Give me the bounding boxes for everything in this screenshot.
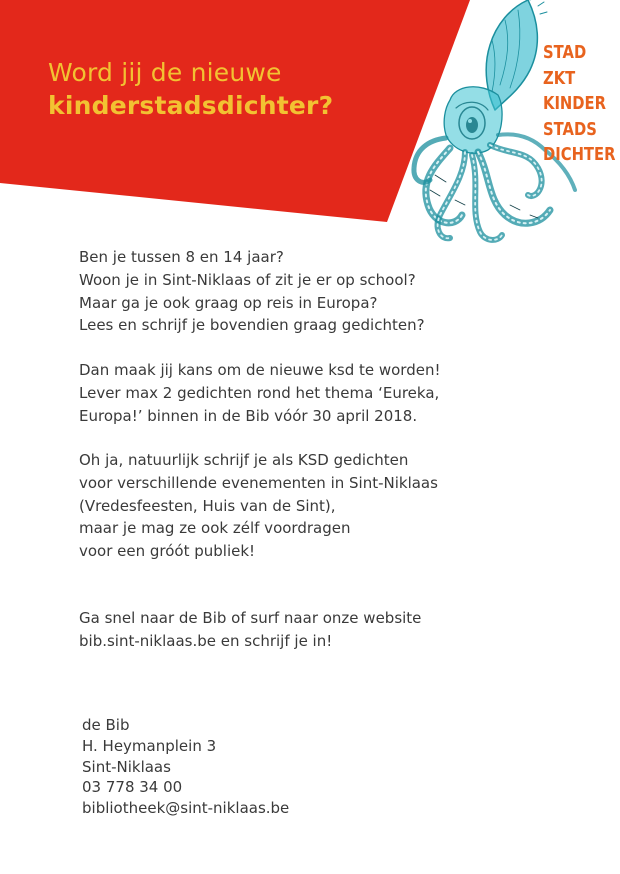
headline-line-2: kinderstadsdichter? (48, 91, 334, 120)
library-name: de Bib (82, 716, 130, 734)
street-address: H. Heymanplein 3 (82, 736, 217, 755)
paragraph-submission (79, 359, 440, 427)
text-line: Maar ga je ook graag op reis in Europa? (79, 293, 378, 312)
headline-line-1: Word jij de nieuwe (48, 58, 282, 87)
text-line: Dan maak jij kans om de nieuwe ksd te worden! (79, 361, 441, 379)
text-line: Ga snel naar de Bib of surf naar onze website (79, 609, 422, 627)
text-line: Europa!’ binnen in de Bib vóór 30 april 2018. (79, 406, 418, 425)
city: Sint-Niklaas (82, 757, 171, 776)
paragraph-call-to-action (79, 607, 421, 653)
text-line: (Vredesfeesten, Huis van de Sint), (79, 496, 336, 515)
contact-address (82, 715, 289, 819)
text-line: Ben je tussen 8 en 14 jaar? (79, 248, 284, 266)
stamp-line: DICHTER (543, 144, 616, 165)
stamp-line: ZKT (543, 67, 576, 89)
email-address: bibliotheek@sint-niklaas.be (82, 799, 290, 818)
text-line: maar je mag ze ook zélf voordragen (79, 519, 351, 538)
text-line: Oh ja, natuurlijk schrijf je als KSD gedichten (79, 451, 409, 469)
text-line: bib.sint-niklaas.be en schrijf je in! (79, 631, 333, 650)
stamp-line: STAD (543, 42, 587, 63)
text-line: Lees en schrijf je bovendien graag gedichten? (79, 316, 425, 335)
stamp-line: KINDER (543, 93, 606, 114)
text-line: Woon je in Sint-Niklaas of zit je er op school? (79, 270, 416, 289)
text-line: Lever max 2 gedichten rond het thema ‘Eureka, (79, 383, 440, 402)
text-line: voor verschillende evenementen in Sint-Niklaas (79, 473, 438, 492)
text-line: voor een gróót publiek! (79, 542, 256, 561)
paragraph-role (79, 449, 438, 563)
headline (48, 56, 333, 122)
stamp-line: STADS (543, 118, 597, 140)
phone-number: 03 778 34 00 (82, 778, 183, 797)
stamp-text (543, 40, 615, 168)
paragraph-intro (79, 246, 425, 337)
